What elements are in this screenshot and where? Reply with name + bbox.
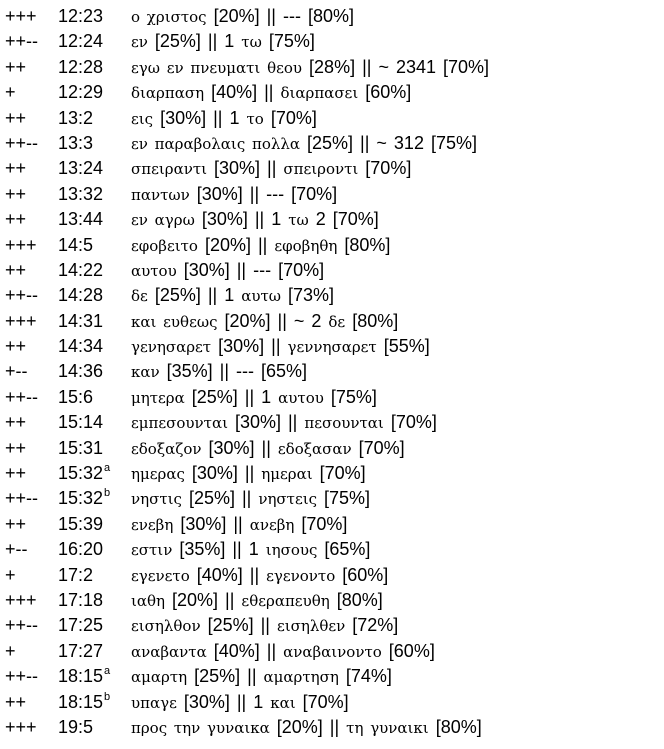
greek-text: εις: [131, 109, 154, 128]
apparatus-text: [75%]: [317, 488, 371, 509]
variant-list: [0, 4, 664, 740]
variant-reading: [131, 639, 435, 665]
apparatus-text: [30%] ||: [153, 107, 230, 128]
variant-reading: [131, 106, 317, 132]
support-marker: ++: [5, 513, 27, 534]
variant-reading: [131, 29, 315, 55]
apparatus-text: [80%]: [337, 234, 391, 255]
variant-row: [0, 537, 664, 562]
apparatus-text: [25%] ||: [147, 285, 225, 306]
verse-reference-text: 12:29: [58, 82, 104, 103]
apparatus-text: [70%]: [383, 412, 437, 433]
apparatus-text: [55%]: [376, 336, 430, 357]
apparatus-text: [25%] ||: [300, 132, 377, 153]
greek-text: ενεβη: [131, 515, 174, 534]
apparatus-text: [75%]: [323, 386, 377, 407]
greek-text: υπαγε: [131, 693, 177, 712]
verse-reference-text: 15:32: [58, 488, 104, 509]
variant-reading: [131, 461, 366, 487]
verse-reference: [58, 233, 131, 258]
apparatus-text: 1: [224, 31, 242, 52]
apparatus-text: [70%]: [443, 56, 490, 77]
variant-row: [0, 690, 664, 715]
verse-reference: [58, 690, 131, 718]
apparatus-text: [30%] ||: [194, 209, 272, 230]
greek-text: τη γυναικι: [346, 718, 429, 737]
support-marker: ++--: [5, 615, 39, 636]
variant-row: [0, 436, 664, 461]
apparatus-text: 1: [248, 539, 266, 560]
variant-reading: [131, 715, 482, 741]
variant-row: [0, 486, 664, 511]
verse-reference-text: 12:24: [58, 31, 104, 52]
variant-reading: [131, 588, 383, 614]
support-marker: ++: [5, 107, 27, 128]
apparatus-text: [72%]: [345, 615, 399, 636]
apparatus-text: [25%] ||: [147, 31, 225, 52]
support-marker: ++--: [5, 488, 39, 509]
support-marker: ++: [5, 183, 27, 204]
variant-row: [0, 512, 664, 537]
greek-text: εφοβειτο: [131, 236, 198, 255]
variant-row: [0, 410, 664, 435]
verse-reference-text: 14:34: [58, 336, 104, 357]
apparatus-text: 1: [261, 386, 279, 407]
verse-reference-text: 15:32: [58, 463, 104, 484]
greek-text: εν: [131, 33, 148, 52]
support-marker: ++: [5, 463, 27, 484]
greek-text: ανεβη: [249, 515, 295, 534]
apparatus-text: [30%] ||: [207, 158, 284, 179]
greek-text: πεσουνται: [304, 414, 384, 433]
verse-reference: [58, 537, 131, 562]
variant-reading: [131, 563, 388, 589]
greek-text: νηστεις: [258, 490, 318, 509]
apparatus-text: [25%] ||: [200, 615, 277, 636]
variant-row: [0, 588, 664, 613]
apparatus-text: ~ 312: [376, 132, 431, 153]
verse-reference: [58, 639, 131, 664]
verse-reference-text: 17:27: [58, 640, 104, 661]
variant-row: [0, 461, 664, 486]
greek-text: τω: [288, 211, 309, 230]
support-marker: ++: [5, 691, 27, 712]
verse-reference: [58, 359, 131, 384]
variant-reading: [131, 309, 398, 335]
variant-row: [0, 283, 664, 308]
verse-reference: [58, 461, 131, 489]
greek-text: εισηλθον: [131, 617, 201, 636]
support-marker: ++: [5, 437, 27, 458]
greek-text: εδοξασαν: [277, 439, 352, 458]
variant-row: [0, 334, 664, 359]
greek-text: εισηλθεν: [276, 617, 346, 636]
variant-reading: [131, 258, 324, 284]
apparatus-text: [20%] ||: [206, 6, 283, 26]
variant-row: [0, 715, 664, 740]
apparatus-text: [25%] ||: [187, 666, 264, 687]
support-marker: +++: [5, 234, 37, 255]
apparatus-text: [70%]: [312, 463, 366, 484]
greek-text: τω: [241, 33, 262, 52]
apparatus-text: 2: [308, 209, 333, 230]
variant-row: [0, 106, 664, 131]
verse-reference: [58, 207, 131, 232]
verse-reference-superscript: a: [104, 665, 111, 678]
apparatus-text: 1: [253, 691, 271, 712]
variant-reading: [131, 283, 334, 309]
variant-row: [0, 233, 664, 258]
support-marker: +++: [5, 310, 37, 331]
greek-text: αναβαινοντο: [283, 642, 382, 661]
apparatus-text: [30%] ||: [184, 463, 262, 484]
greek-text: μητερα: [131, 388, 185, 407]
greek-text: ο χριστος: [131, 8, 207, 26]
variant-reading: [131, 359, 307, 385]
apparatus-text: [30%] ||: [176, 259, 254, 280]
verse-reference: [58, 613, 131, 638]
verse-reference: [58, 55, 131, 80]
apparatus-text: [70%]: [358, 158, 412, 179]
apparatus-text: ---: [282, 6, 308, 26]
support-marker: +++: [5, 589, 37, 610]
verse-reference-text: 14:22: [58, 259, 104, 280]
variant-row: [0, 563, 664, 588]
apparatus-text: [40%] ||: [189, 564, 267, 585]
variant-reading: [131, 664, 392, 690]
verse-reference-text: 17:2: [58, 564, 94, 585]
apparatus-text: [35%] ||: [159, 361, 237, 382]
verse-reference-text: 13:3: [58, 132, 94, 153]
variant-reading: [131, 182, 337, 208]
verse-reference-text: 14:28: [58, 285, 104, 306]
greek-text: εμπεσουνται: [131, 414, 228, 433]
apparatus-text: [60%]: [358, 82, 412, 103]
apparatus-text: ~ 2341: [378, 56, 443, 77]
verse-reference-text: 14:5: [58, 234, 94, 255]
support-marker: ++--: [5, 285, 39, 306]
apparatus-text: [30%] ||: [176, 691, 254, 712]
greek-text: διαρπαση: [131, 84, 205, 103]
greek-text: σπειροντι: [283, 160, 359, 179]
verse-reference: [58, 156, 131, 181]
apparatus-text: [75%]: [261, 31, 315, 52]
greek-text: εγενετο: [131, 566, 190, 585]
verse-reference-text: 18:15: [58, 666, 104, 687]
verse-reference-text: 13:32: [58, 183, 104, 204]
greek-text: το: [246, 109, 264, 128]
variant-reading: [131, 80, 411, 106]
greek-text: νηστις: [131, 490, 182, 509]
support-marker: ++--: [5, 666, 39, 687]
support-marker: +: [5, 564, 16, 585]
apparatus-text: [80%]: [345, 310, 399, 331]
support-marker: ++: [5, 259, 27, 280]
verse-reference-text: 12:23: [58, 6, 104, 26]
verse-reference: [58, 563, 131, 588]
variant-reading: [131, 486, 370, 512]
greek-text: δε: [328, 312, 346, 331]
greek-text: αυτου: [278, 388, 324, 407]
greek-text: καν: [131, 363, 160, 382]
greek-text: αναβαντα: [131, 642, 207, 661]
apparatus-text: [70%]: [291, 183, 338, 204]
apparatus-text: [65%]: [261, 361, 308, 382]
verse-reference: [58, 4, 131, 29]
apparatus-text: [70%]: [294, 513, 348, 534]
greek-text: και ευθεως: [131, 312, 218, 331]
apparatus-text: [20%] ||: [217, 310, 294, 331]
support-marker: ++: [5, 336, 27, 357]
variant-reading: [131, 410, 437, 436]
variant-reading: [131, 156, 411, 182]
variant-row: [0, 29, 664, 54]
variant-row: [0, 131, 664, 156]
apparatus-text: [70%]: [351, 437, 405, 458]
support-marker: +++: [5, 716, 37, 737]
support-marker: ++--: [5, 132, 39, 153]
verse-reference-text: 14:31: [58, 310, 104, 331]
greek-text: εφοβηθη: [274, 236, 338, 255]
support-marker: +--: [5, 361, 28, 382]
variant-reading: [131, 690, 349, 716]
verse-reference-text: 13:24: [58, 158, 104, 179]
variant-reading: [131, 55, 489, 81]
apparatus-text: ---: [253, 259, 279, 280]
greek-text: δε: [131, 287, 148, 306]
verse-reference-text: 15:31: [58, 437, 104, 458]
greek-text: ημερας: [131, 465, 185, 484]
variant-row: [0, 80, 664, 105]
variant-reading: [131, 613, 398, 639]
verse-reference: [58, 385, 131, 410]
greek-text: ιησους: [265, 541, 318, 560]
apparatus-text: [70%]: [263, 107, 317, 128]
support-marker: +: [5, 82, 16, 103]
verse-reference-text: 18:15: [58, 691, 104, 712]
greek-text: ημεραι: [261, 465, 313, 484]
verse-reference-text: 17:18: [58, 589, 104, 610]
variant-reading: [131, 4, 354, 30]
variant-reading: [131, 334, 430, 360]
variant-reading: [131, 385, 377, 411]
apparatus-text: [25%] ||: [181, 488, 259, 509]
verse-reference-text: 15:6: [58, 386, 94, 407]
greek-text: εν παραβολαις πολλα: [131, 134, 301, 153]
variant-reading: [131, 207, 379, 233]
apparatus-text: [73%]: [281, 285, 335, 306]
apparatus-text: [30%] ||: [227, 412, 305, 433]
variant-row: [0, 639, 664, 664]
verse-reference: [58, 131, 131, 156]
apparatus-text: [25%] ||: [184, 386, 262, 407]
variant-row: [0, 258, 664, 283]
verse-reference: [58, 410, 131, 435]
verse-reference: [58, 664, 131, 692]
greek-text: εγω εν πνευματι θεου: [131, 58, 303, 77]
greek-text: διαρπασει: [280, 84, 359, 103]
greek-text: αυτω: [241, 287, 281, 306]
greek-text: εδοξαζον: [131, 439, 202, 458]
apparatus-text: [20%] ||: [269, 716, 347, 737]
verse-reference: [58, 106, 131, 131]
support-marker: +--: [5, 539, 28, 560]
variant-row: [0, 4, 664, 29]
apparatus-text: [20%] ||: [197, 234, 275, 255]
support-marker: ++--: [5, 386, 39, 407]
variant-reading: [131, 436, 405, 462]
verse-reference: [58, 80, 131, 105]
support-marker: ++: [5, 56, 27, 77]
verse-reference: [58, 436, 131, 461]
apparatus-text: [30%] ||: [211, 336, 288, 357]
variant-reading: [131, 131, 477, 157]
variant-row: [0, 385, 664, 410]
variant-row: [0, 359, 664, 384]
variant-row: [0, 55, 664, 80]
apparatus-text: [30%] ||: [189, 183, 267, 204]
verse-reference-text: 13:2: [58, 107, 94, 128]
support-marker: ++: [5, 158, 27, 179]
support-marker: +: [5, 640, 16, 661]
verse-reference: [58, 486, 131, 514]
apparatus-text: [30%] ||: [173, 513, 250, 534]
verse-reference-superscript: a: [104, 462, 111, 475]
greek-text: σπειραντι: [131, 160, 207, 179]
variant-reading: [131, 233, 390, 259]
variant-reading: [131, 512, 347, 538]
verse-reference: [58, 715, 131, 740]
apparatus-text: 1: [271, 209, 289, 230]
apparatus-text: [60%]: [335, 564, 389, 585]
support-marker: ++--: [5, 31, 39, 52]
greek-text: γενησαρετ: [131, 338, 212, 357]
verse-reference-text: 12:28: [58, 56, 104, 77]
greek-text: ιαθη: [131, 591, 166, 610]
variant-row: [0, 207, 664, 232]
apparatus-text: [40%] ||: [206, 640, 284, 661]
apparatus-text: [80%]: [428, 716, 482, 737]
apparatus-text: [20%] ||: [165, 589, 242, 610]
verse-reference-superscript: b: [104, 690, 111, 703]
greek-text: προς την γυναικα: [131, 718, 270, 737]
apparatus-text: [74%]: [338, 666, 392, 687]
greek-text: αυτου: [131, 261, 177, 280]
apparatus-text: [70%]: [278, 259, 325, 280]
apparatus-text: [80%]: [329, 589, 383, 610]
greek-text: αμαρτηση: [263, 668, 339, 687]
apparatus-text: 1: [224, 285, 242, 306]
verse-reference-text: 14:36: [58, 361, 104, 382]
support-marker: ++: [5, 209, 27, 230]
greek-text: γεννησαρετ: [287, 338, 377, 357]
greek-text: και: [270, 693, 296, 712]
apparatus-text: [30%] ||: [201, 437, 278, 458]
variant-row: [0, 664, 664, 689]
apparatus-text: ~ 2: [293, 310, 329, 331]
variant-reading: [131, 537, 370, 563]
apparatus-text: ---: [236, 361, 261, 382]
variant-row: [0, 613, 664, 638]
variant-row: [0, 182, 664, 207]
verse-reference: [58, 309, 131, 334]
verse-reference-text: 15:14: [58, 412, 104, 433]
verse-reference-text: 13:44: [58, 209, 104, 230]
verse-reference-text: 17:25: [58, 615, 104, 636]
apparatus-text: 1: [229, 107, 247, 128]
greek-text: εγενοντο: [266, 566, 336, 585]
apparatus-text: [70%]: [332, 209, 379, 230]
verse-reference: [58, 258, 131, 283]
apparatus-text: [80%]: [307, 6, 354, 26]
greek-text: αμαρτη: [131, 668, 188, 687]
verse-reference-text: 16:20: [58, 539, 104, 560]
greek-text: εστιν: [131, 541, 173, 560]
verse-reference: [58, 29, 131, 54]
apparatus-text: [75%]: [430, 132, 477, 153]
apparatus-text: [35%] ||: [172, 539, 249, 560]
variant-row: [0, 156, 664, 181]
support-marker: +++: [5, 6, 37, 26]
verse-reference-text: 19:5: [58, 716, 94, 737]
apparatus-text: [60%]: [381, 640, 435, 661]
verse-reference: [58, 334, 131, 359]
variant-row: [0, 309, 664, 334]
apparatus-text: [65%]: [317, 539, 371, 560]
greek-text: εθεραπευθη: [241, 591, 330, 610]
greek-text: εν αγρω: [131, 211, 195, 230]
apparatus-text: [70%]: [295, 691, 349, 712]
verse-reference-superscript: b: [104, 487, 111, 500]
apparatus-text: ---: [266, 183, 292, 204]
verse-reference-text: 15:39: [58, 513, 104, 534]
verse-reference: [58, 283, 131, 308]
apparatus-text: [28%] ||: [302, 56, 379, 77]
apparatus-text: [40%] ||: [204, 82, 281, 103]
verse-reference: [58, 512, 131, 537]
verse-reference: [58, 182, 131, 207]
verse-reference: [58, 588, 131, 613]
greek-text: παντων: [131, 185, 190, 204]
support-marker: ++: [5, 412, 27, 433]
